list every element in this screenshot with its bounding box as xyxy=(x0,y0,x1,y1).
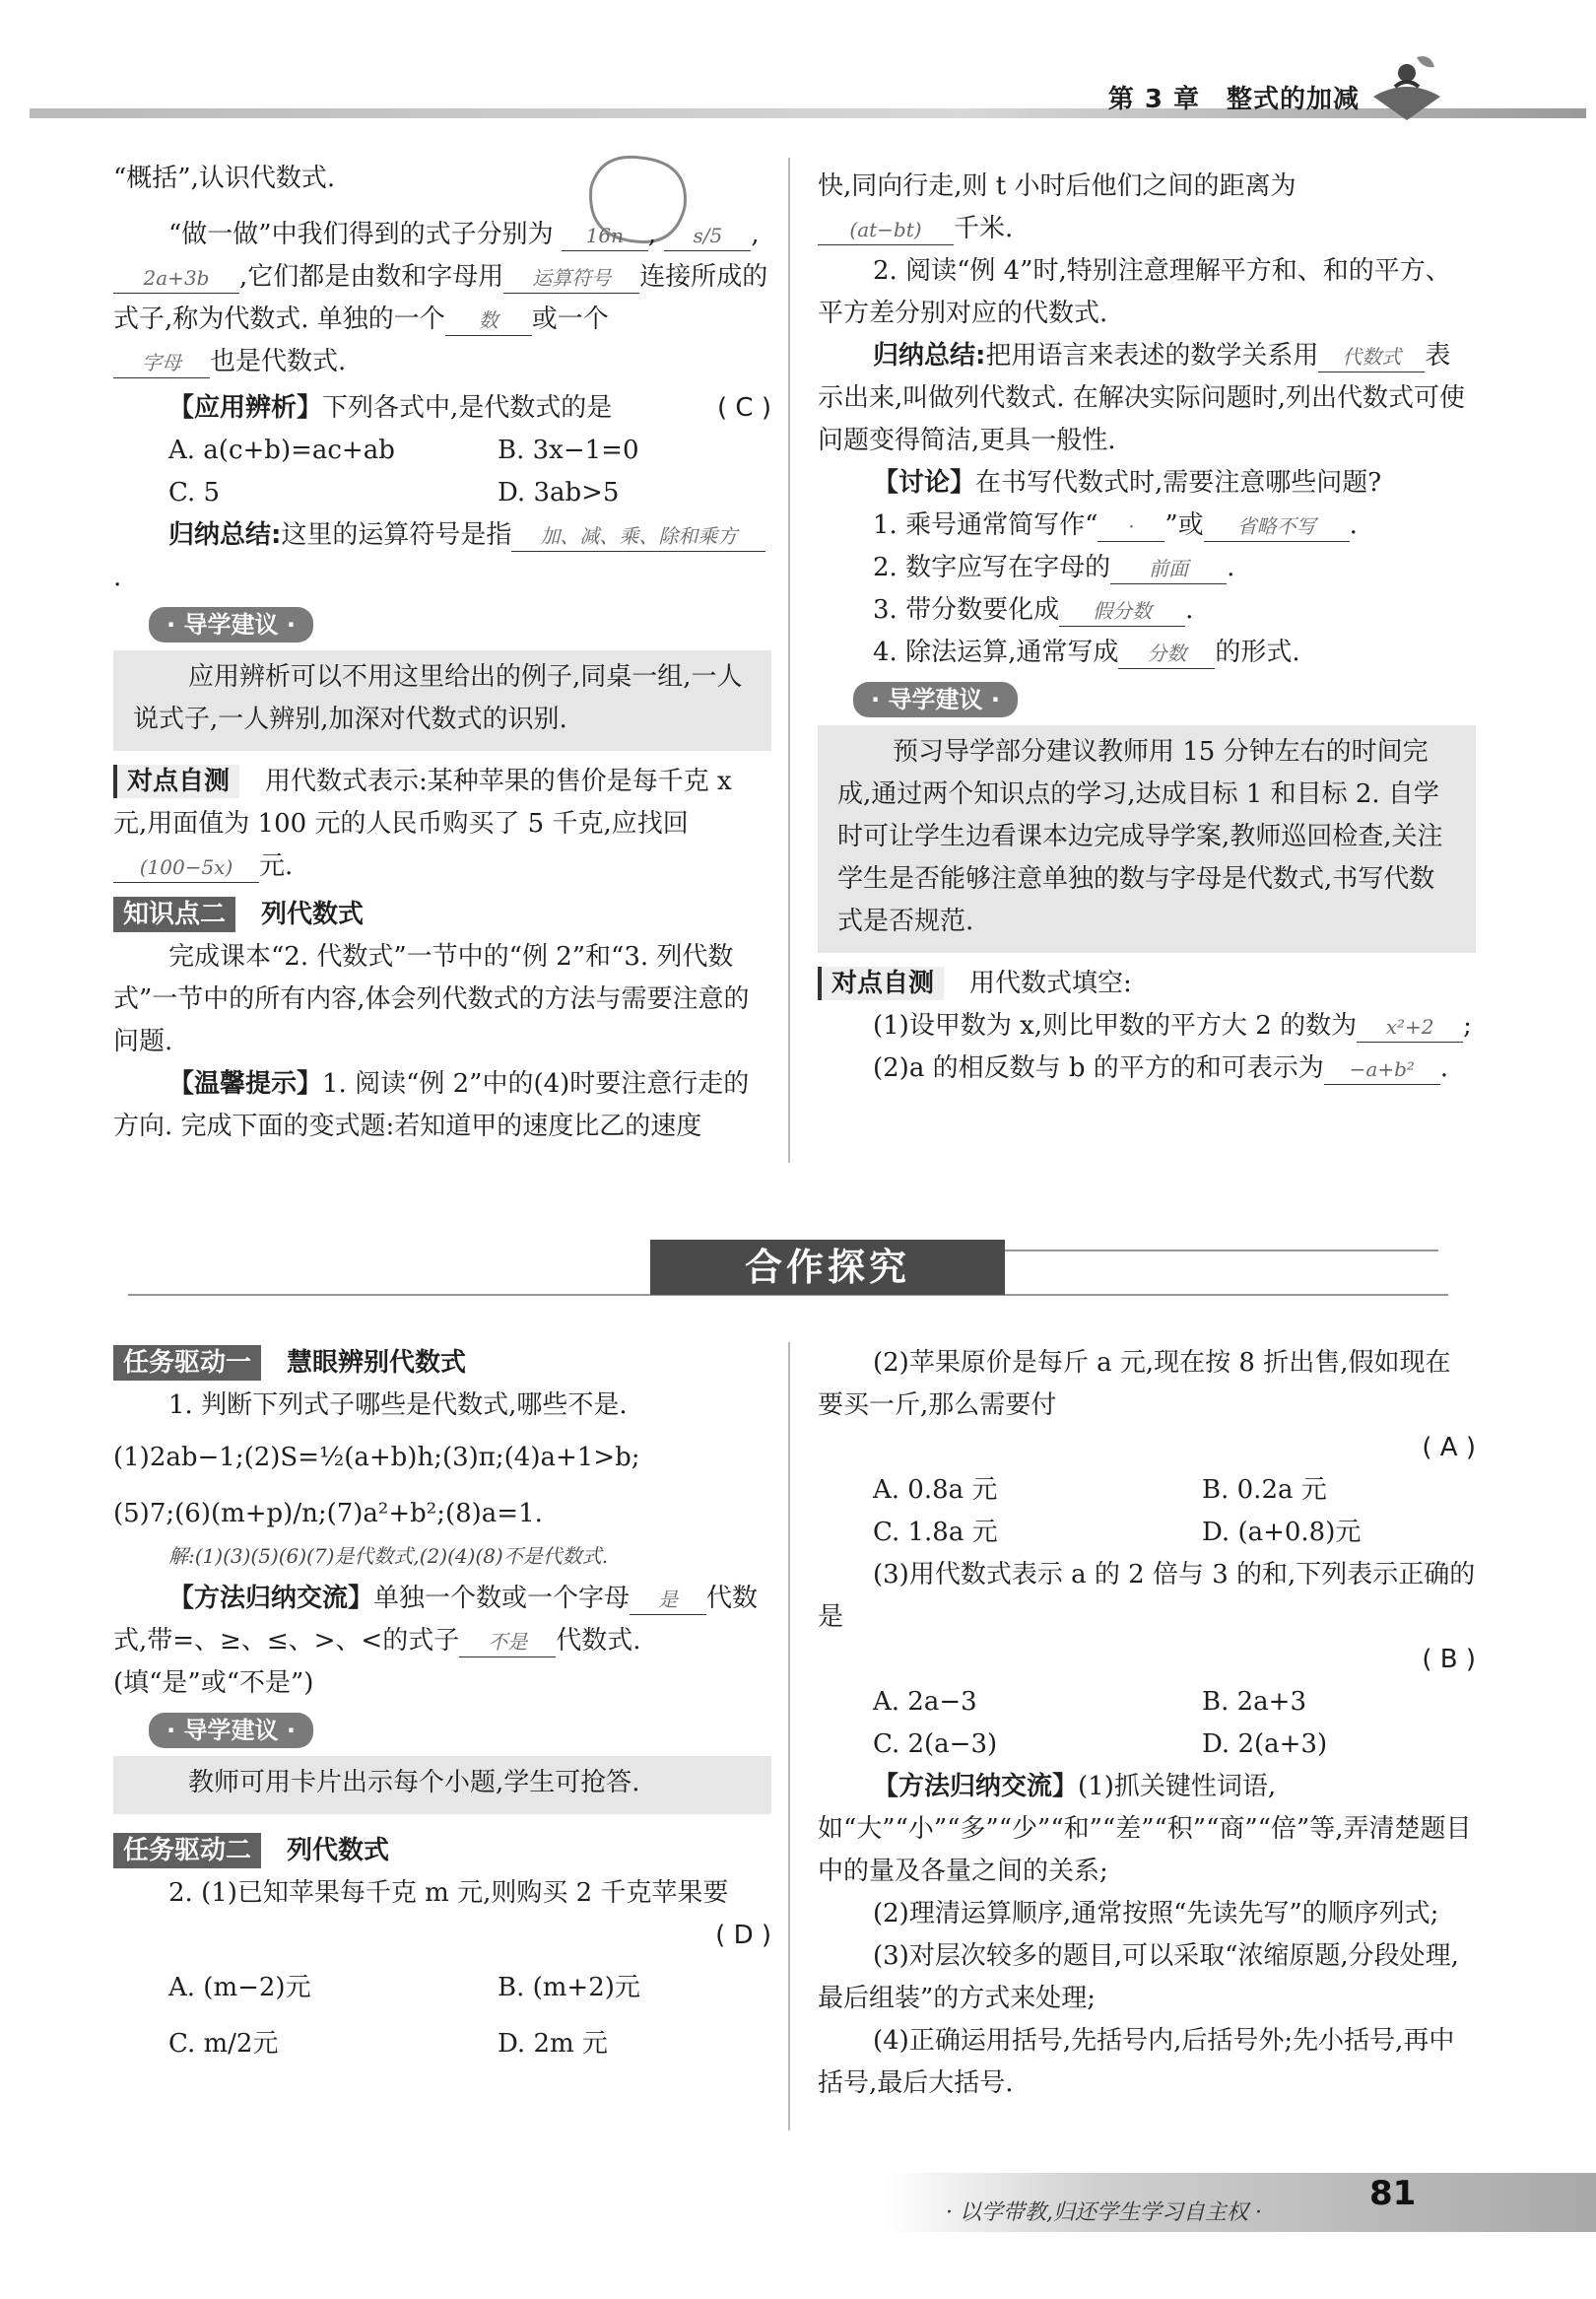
knowledge-point-label: 知识点二 xyxy=(113,897,235,932)
self-test-blank: (100−5x) xyxy=(113,852,259,883)
disc-blank-4: 分数 xyxy=(1118,639,1215,669)
q1-solution: 解:(1)(3)(5)(6)(7)是代数式,(2)(4)(8)不是代数式. xyxy=(168,1544,609,1568)
guide-text-2: 预习导学部分建议教师用 15 分钟左右的时间完成,通过两个知识点的学习,达成目标 1 和目标 2. 自学时可让学生边看课本边完成导学案,教师巡回检查,关注学生是否能够注意单独的数与字母是代数式,书写代数式是否规范. xyxy=(837,737,1443,936)
q2-answer: ( D ) xyxy=(715,1921,771,1950)
method-text-c: 代数式,带=、≥、≤、>、<的式子 xyxy=(113,1584,759,1656)
doit-text-2: ,它们都是由数和字母用 xyxy=(239,262,504,292)
blank-operators: 运算符号 xyxy=(503,263,639,294)
guide-tag: · 导学建议 · xyxy=(149,607,313,642)
guide-text-3: 教师可用卡片出示每个小题,学生可抢答. xyxy=(188,1768,640,1797)
method-blank-2: 不是 xyxy=(459,1627,556,1657)
blank-number: 数 xyxy=(445,305,532,336)
doit-text: “做一做”中我们得到的式子分别为 xyxy=(168,220,554,249)
disc-item-4: 4. 除法运算,通常写成 xyxy=(873,638,1119,667)
chapter-title: 第 3 章 整式的加减 xyxy=(1107,85,1360,114)
disc-item-1c: . xyxy=(1349,510,1358,540)
q2b-choice-d: D. (a+0.8)元 xyxy=(1202,1518,1362,1547)
guide-box-3 xyxy=(113,1756,771,1814)
q2b-choice-c: C. 1.8a 元 xyxy=(873,1518,998,1547)
summary-text: 这里的运算符号是指 xyxy=(281,520,512,550)
disc-item-1: 1. 乘号通常简写作“ xyxy=(873,510,1098,540)
q3-choice-a: A. 2a−3 xyxy=(873,1687,977,1717)
q3-choice-d: D. 2(a+3) xyxy=(1202,1729,1328,1759)
app-text: 下列各式中,是代数式的是 xyxy=(322,393,613,423)
section-banner: 合作探究 xyxy=(650,1240,1005,1295)
choice-d: D. 3ab>5 xyxy=(498,478,620,507)
q1-text: 1. 判断下列式子哪些是代数式,哪些不是. xyxy=(168,1390,628,1420)
q2b-choice-a: A. 0.8a 元 xyxy=(873,1475,998,1505)
page-number: 81 xyxy=(1369,2174,1417,2213)
q3-answer: ( B ) xyxy=(1422,1645,1476,1674)
q2-text: 2. (1)已知苹果每千克 m 元,则购买 2 千克苹果要 xyxy=(168,1878,729,1908)
q1-items-2: (5)7;(6)(m+p)/n;(7)a²+b²;(8)a=1. xyxy=(113,1499,543,1528)
self-test-end: 元. xyxy=(259,851,294,881)
discussion-title: 【讨论】 xyxy=(873,468,976,498)
disc-item-1b: ”或 xyxy=(1164,510,1204,540)
footer-motto: · 以学带教,归还学生学习自主权 · xyxy=(946,2200,1262,2225)
self-test-tag: 对点自测 xyxy=(113,765,239,798)
column-divider-bottom xyxy=(788,1342,790,2130)
blank-letter: 字母 xyxy=(113,348,210,378)
knowledge-point-title: 列代数式 xyxy=(261,900,365,929)
disc-blank-1b: 省略不写 xyxy=(1204,511,1350,542)
summary-blank: 加、减、乘、除和乘方 xyxy=(511,521,765,552)
task1-title: 慧眼辨别代数式 xyxy=(287,1348,467,1378)
method-text-d: 代数式. (填“是”或“不是”) xyxy=(113,1626,641,1698)
q2b-choice-b: B. 0.2a 元 xyxy=(1202,1475,1327,1505)
method-text-a: 单独一个数或一个字母 xyxy=(373,1584,631,1613)
q2-choice-a: A. (m−2)元 xyxy=(168,1973,311,2002)
method-4: (4)正确运用括号,先括号内,后括号外;先小括号,再中括号,最后大括号. xyxy=(818,2026,1455,2098)
left-top-column: “概括”,认识代数式. “做一做”中我们得到的式子分别为 16n , s/5 , 2a+3b ,它们都是由数和字母用 运算符号 连接所成的式子,称为代数式. 单独的一个 数 或一个 字母 也是代数式. 【应用辨析】下列各式中,是代数式的是 ( C ) A. a(c+b)=ac+ab B. 3x−1=0 C. 5 D. 3ab>5 归纳总结:这里的运算符号是指 加、减、乘、除和乘方. · 导学建议 · 应用辨析可以不用这里给出的例子,同桌一组,一人说式子,一人辨别,加深对代数式的识别. 对点自测 用代数式表示:某种苹果的售价是每千克 x 元,用面值为 100 元的人民币购买了 5 千克,应找回(100−5x) 元. 知识点二 列代数式 完成课本“2. 代数式”一节中的“例 2”和“3. 列代数式”一节中的所有内容,体会列代数式的方法与需要注意的问题. 【温馨提示】1. 阅读“例 2”中的(4)时要注意行走的方向. 完成下面的变式题:若知道甲的速度比乙的速度 xyxy=(113,158,771,1148)
tip-title: 【温馨提示】 xyxy=(168,1069,323,1099)
reading-person-logo-icon xyxy=(1365,47,1448,130)
guide-box xyxy=(113,650,771,751)
discussion-text: 在书写代数式时,需要注意哪些问题? xyxy=(975,468,1382,498)
task2-title: 列代数式 xyxy=(287,1836,390,1865)
q3-choice-c: C. 2(a−3) xyxy=(873,1729,998,1759)
tip-text: 1. 阅读“例 2”中的(4)时要注意行走的方向. 完成下面的变式题:若知道甲的速度比乙的速度 xyxy=(113,1069,750,1141)
summary-title-2: 归纳总结: xyxy=(873,341,986,371)
method-title: 【方法归纳交流】 xyxy=(168,1584,374,1613)
self-item-1-end: ; xyxy=(1463,1011,1472,1041)
blank-s5: s/5 xyxy=(664,221,751,251)
blank-16n: 16n xyxy=(562,221,648,251)
banner-line-right xyxy=(1005,1250,1438,1251)
guide-tag-2: · 导学建议 · xyxy=(853,682,1018,717)
disc-item-2: 2. 数字应写在字母的 xyxy=(873,553,1111,582)
guide-tag-3: · 导学建议 · xyxy=(149,1713,313,1748)
left-bottom-column xyxy=(113,1342,771,2065)
doit-text-4: 或一个 xyxy=(531,304,609,334)
intro-line: “概括”,认识代数式. xyxy=(113,164,336,193)
self-test-text-2: 用代数式填空: xyxy=(969,969,1132,998)
self-test-tag-2: 对点自测 xyxy=(818,967,944,1000)
method-title-2: 【方法归纳交流】 xyxy=(873,1772,1079,1801)
distance-text: 快,同向行走,则 t 小时后他们之间的距离为 xyxy=(818,171,1297,201)
guide-box-2 xyxy=(818,725,1476,953)
distance-blank: (at−bt) xyxy=(818,215,954,245)
method-blank-1: 是 xyxy=(630,1585,706,1615)
method-1: (1)抓关键性词语,如“大”“小”“多”“少”“和”“差”“积”“商”“倍”等,弄清楚题目中的量及各量之间的关系; xyxy=(818,1772,1472,1886)
disc-item-4b: 的形式. xyxy=(1215,638,1300,667)
disc-blank-2: 前面 xyxy=(1110,554,1227,584)
distance-end: 千米. xyxy=(954,214,1014,243)
q2b-text: (2)苹果原价是每斤 a 元,现在按 8 折出售,假如现在要买一斤,那么需要付 xyxy=(818,1348,1451,1420)
blank-2a3b: 2a+3b xyxy=(113,263,239,294)
method-2: (2)理清运算顺序,通常按照“先读先写”的顺序列式; xyxy=(873,1899,1439,1928)
q2b-answer: ( A ) xyxy=(1422,1433,1476,1462)
q2-choice-b: B. (m+2)元 xyxy=(498,1973,640,2002)
right-bottom-column xyxy=(818,1342,1476,2105)
disc-item-3b: . xyxy=(1185,595,1194,625)
app-title: 【应用辨析】 xyxy=(168,393,323,423)
q2-choice-d: D. 2m 元 xyxy=(498,2029,608,2059)
column-divider-top xyxy=(788,158,790,1163)
knowledge-point-text: 完成课本“2. 代数式”一节中的“例 2”和“3. 列代数式”一节中的所有内容,体会列代数式的方法与需要注意的问题. xyxy=(113,942,750,1056)
summary-blank-2: 代数式 xyxy=(1318,342,1425,372)
self-test-text: 用代数式表示:某种苹果的售价是每千克 x 元,用面值为 100 元的人民币购买了 5 千克,应找回 xyxy=(113,767,732,839)
summary-end-2: 表示出来,叫做列代数式. 在解决实际问题时,列出代数式可使问题变得简洁,更具一般性. xyxy=(818,341,1466,455)
q3-choice-b: B. 2a+3 xyxy=(1202,1687,1307,1717)
self-item-2: (2)a 的相反数与 b 的平方的和可表示为 xyxy=(873,1053,1324,1083)
disc-item-2b: . xyxy=(1227,553,1235,582)
summary-text-2: 把用语言来表述的数学关系用 xyxy=(985,341,1319,371)
self-item-2-end: . xyxy=(1439,1053,1449,1083)
task1-label: 任务驱动一 xyxy=(113,1345,261,1381)
q1-items-1: (1)2ab−1;(2)S=½(a+b)h;(3)π;(4)a+1>b; xyxy=(113,1443,640,1472)
choice-c: C. 5 xyxy=(168,478,221,507)
choice-a: A. a(c+b)=ac+ab xyxy=(168,436,395,465)
doit-text-3: 连接所成的式子,称为代数式. 单独的一个 xyxy=(113,262,768,334)
self-blank-2: −a+b² xyxy=(1324,1054,1440,1085)
disc-item-3: 3. 带分数要化成 xyxy=(873,595,1060,625)
disc-blank-1a: · xyxy=(1097,511,1164,542)
self-item-1: (1)设甲数为 x,则比甲数的平方大 2 的数为 xyxy=(873,1011,1358,1041)
summary-title: 归纳总结: xyxy=(168,520,282,550)
app-answer: ( C ) xyxy=(717,393,771,423)
guide-text: 应用辨析可以不用这里给出的例子,同桌一组,一人说式子,一人辨别,加深对代数式的识别. xyxy=(133,662,743,734)
method-3: (3)对层次较多的题目,可以采取“浓缩原题,分段处理,最后组装”的方式来处理; xyxy=(818,1941,1459,2013)
self-blank-1: x²+2 xyxy=(1357,1012,1463,1043)
q2-choice-c: C. m/2元 xyxy=(168,2029,279,2059)
disc-blank-3: 假分数 xyxy=(1059,596,1185,627)
choice-b: B. 3x−1=0 xyxy=(498,436,639,465)
task2-label: 任务驱动二 xyxy=(113,1833,261,1868)
doit-text-5: 也是代数式. xyxy=(210,347,347,376)
q3-text: (3)用代数式表示 a 的 2 倍与 3 的和,下列表示正确的是 xyxy=(818,1560,1476,1632)
right-top-column xyxy=(818,166,1476,1090)
example4-text: 2. 阅读“例 4”时,特别注意理解平方和、和的平方、平方差分别对应的代数式. xyxy=(818,256,1451,328)
